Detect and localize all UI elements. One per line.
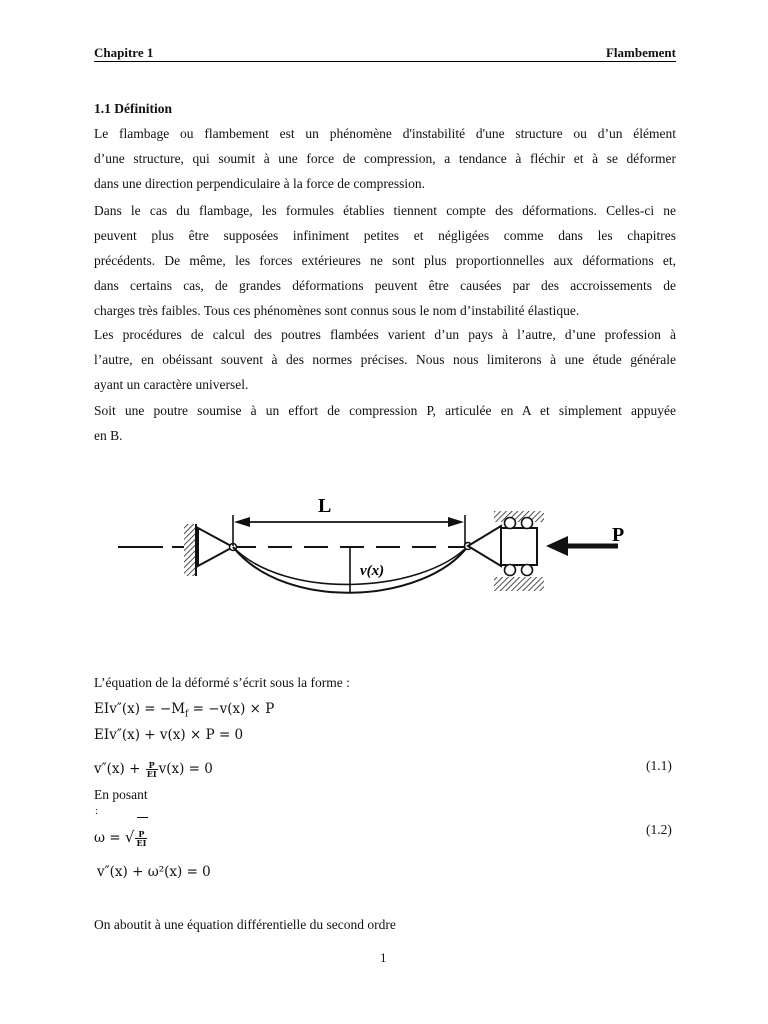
text-line: dans certains cas, de grandes déformations peuvent être causées par des accroissements de: [94, 278, 676, 293]
bottom-guide-hatch: [494, 577, 544, 591]
equation-1-tail: = −v(x) × P: [188, 701, 275, 717]
text-line: l’autre, en obéissant souvent à des normes précises. Nous nous limiterons à une étude générale: [94, 352, 676, 367]
chapter-label: Chapitre 1: [94, 45, 154, 60]
left-dimension-arrow: [234, 517, 250, 527]
roller-block: [501, 528, 537, 565]
equation-1-sub: f: [185, 709, 189, 720]
equation-3-tail: v(x) = 0: [158, 761, 213, 777]
equation-3-head: v″(x) +: [94, 761, 145, 777]
equation-3: [94, 761, 213, 778]
equation-5: v″(x) + ω²(x) = 0: [97, 864, 211, 880]
paragraph-4: [94, 398, 676, 448]
equation-intro: L’équation de la déformé s’écrit sous la forme :: [94, 675, 350, 690]
roller-support-b: [468, 526, 501, 566]
page-header: [94, 44, 676, 62]
right-dimension-arrow: [448, 517, 464, 527]
equation-3-fraction: [146, 761, 158, 778]
equation-4-head: ω =: [94, 830, 125, 846]
text-line: charges très faibles. Tous ces phénomènes sont connus sous le nom d’instabilité élastique.: [94, 303, 580, 318]
top-guide-hatch: [494, 511, 544, 522]
topic-label: Flambement: [605, 45, 676, 60]
equation-number-2: (1.2): [646, 822, 672, 837]
equation-2: EIv″(x) + v(x) × P = 0: [94, 727, 244, 743]
text-line: Le flambage ou flambement est un phénomène d'instabilité d'une structure ou d’un élément: [94, 126, 676, 141]
equation-1-head: EIv″(x) = −M: [94, 701, 186, 717]
deflection-label: v(x): [360, 563, 385, 579]
pin-support-a: [198, 528, 233, 566]
text-line: ayant un caractère universel.: [94, 377, 249, 392]
conclusion-text: On aboutit à une équation différentielle du second ordre: [94, 917, 396, 932]
length-label: L: [318, 495, 332, 517]
section-title: 1.1 Définition: [94, 101, 173, 116]
fraction-numerator: P: [146, 761, 158, 770]
colon-mark: :: [95, 805, 99, 817]
paragraph-1: [94, 121, 676, 196]
fraction-denominator: EI: [146, 769, 157, 779]
text-line: d’une structure, qui soumit à une force de compression, a tendance à fléchir et à se déformer: [94, 151, 676, 166]
equation-1: [94, 701, 274, 720]
text-line: Soit une poutre soumise à un effort de compression P, articulée en A et simplement appuyée: [94, 403, 676, 418]
text-line: Dans le cas du flambage, les formules établies tiennent compte des déformations. Celles-ci ne: [94, 203, 676, 218]
text-line: Les procédures de calcul des poutres flambées varient d’un pays à l’autre, d’une profession à: [94, 327, 676, 342]
equation-4: [94, 828, 148, 847]
text-line: précédents. De même, les forces extérieures ne sont plus proportionnelles aux déformations et,: [94, 253, 676, 268]
text-line: dans une direction perpendiculaire à la force de compression.: [94, 176, 425, 191]
sqrt-icon: √: [124, 828, 135, 846]
equation-number-1: (1.1): [646, 758, 672, 773]
fraction-denominator: EI: [136, 838, 147, 848]
paragraph-2: [94, 198, 676, 323]
force-arrow-head: [546, 536, 568, 556]
text-line: peuvent plus être supposées infiniment petites et négligées comme dans les chapitres: [94, 228, 676, 243]
equation-4-fraction: [135, 830, 147, 847]
force-label: P: [612, 524, 625, 546]
left-wall-hatch: [184, 524, 196, 576]
text-line: en B.: [94, 428, 123, 443]
buckling-beam-figure: [116, 488, 636, 600]
sqrt-overbar: [137, 817, 148, 818]
page-number: 1: [380, 950, 387, 965]
fraction-numerator: P: [135, 830, 147, 839]
paragraph-3: [94, 322, 676, 397]
en-posant-label: En posant: [94, 787, 148, 802]
